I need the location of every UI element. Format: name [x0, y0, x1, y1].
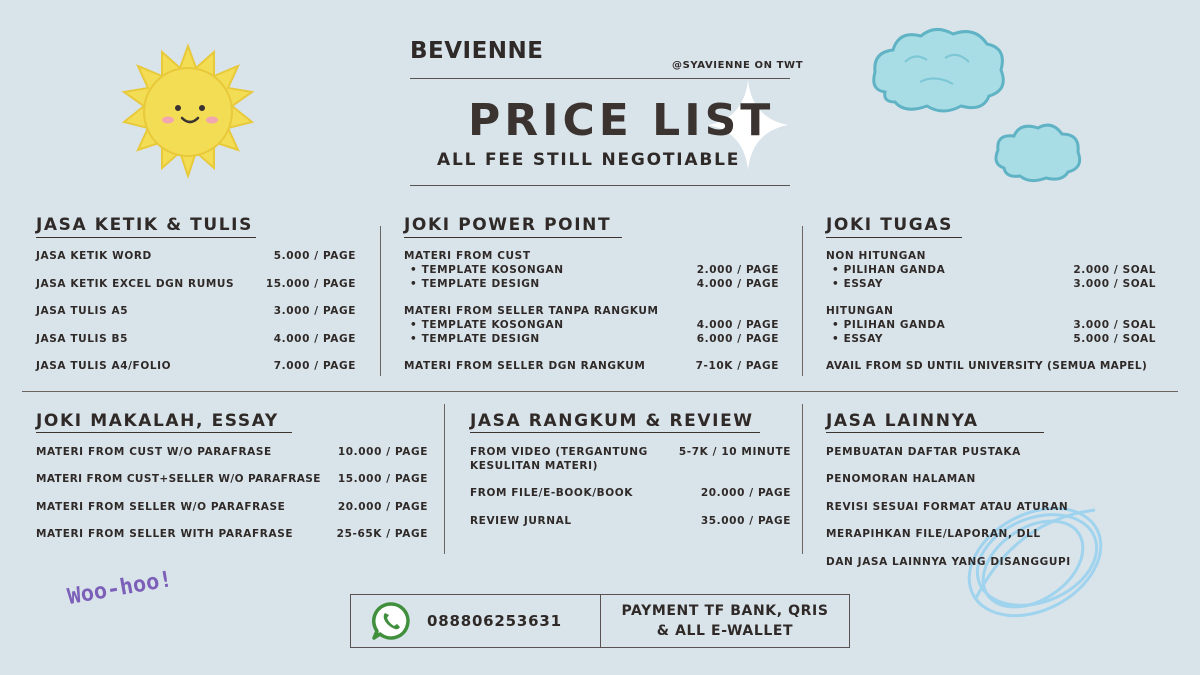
- list-item: MATERI FROM CUST W/O PARAFRASE: [36, 446, 272, 458]
- section-underline: [470, 432, 760, 433]
- cloud-icon: [865, 22, 1010, 117]
- price: 3.000 / SOAL: [1073, 278, 1156, 290]
- list-item: MERAPIHKAN FILE/LAPORAN, DLL: [826, 528, 1041, 540]
- section-underline: [36, 237, 256, 238]
- group-label: NON HITUNGAN: [826, 250, 927, 262]
- column-divider: [444, 404, 445, 554]
- price: 10.000 / PAGE: [337, 446, 428, 458]
- price: 2.000 / PAGE: [696, 264, 779, 276]
- payment-info: [601, 595, 849, 647]
- price: 3.000 / SOAL: [1073, 319, 1156, 331]
- list-item: JASA TULIS A5: [36, 305, 129, 317]
- social-handle: @SYAVIENNE ON TWT: [672, 60, 804, 71]
- price: 5-7K / 10 MINUTE: [678, 446, 791, 458]
- list-item: REVIEW JURNAL: [470, 515, 572, 527]
- whatsapp-icon: [371, 601, 411, 641]
- list-item: • PILIHAN GANDA: [832, 264, 946, 276]
- payment-line: PAYMENT TF BANK, QRIS: [621, 603, 829, 619]
- section-title-rangkum: JASA RANGKUM & REVIEW: [470, 411, 754, 431]
- section-title-makalah: JOKI MAKALAH, ESSAY: [36, 411, 279, 431]
- price: 7.000 / PAGE: [273, 360, 356, 372]
- brand-name: BEVIENNE: [410, 38, 544, 64]
- divider: [410, 78, 790, 79]
- list-item: FROM VIDEO (TERGANTUNG KESULITAN MATERI): [470, 446, 648, 472]
- list-item: • ESSAY: [832, 333, 884, 345]
- price: 15.000 / PAGE: [265, 278, 356, 290]
- list-item: • TEMPLATE KOSONGAN: [410, 264, 564, 276]
- list-item: • ESSAY: [832, 278, 884, 290]
- column-divider: [802, 404, 803, 554]
- price: 4.000 / PAGE: [696, 278, 779, 290]
- section-title-tugas: JOKI TUGAS: [826, 215, 953, 235]
- price: 5.000 / SOAL: [1073, 333, 1156, 345]
- price: 4.000 / PAGE: [696, 319, 779, 331]
- list-item: • TEMPLATE DESIGN: [410, 278, 540, 290]
- list-item: JASA TULIS A4/FOLIO: [36, 360, 172, 372]
- price: 6.000 / PAGE: [696, 333, 779, 345]
- column-divider: [380, 226, 381, 376]
- group-label: MATERI FROM SELLER TANPA RANGKUM: [404, 305, 659, 317]
- sun-icon: [118, 42, 258, 182]
- list-item: MATERI FROM SELLER WITH PARAFRASE: [36, 528, 294, 540]
- section-underline: [36, 432, 292, 433]
- price: 2.000 / SOAL: [1073, 264, 1156, 276]
- price: 5.000 / PAGE: [273, 250, 356, 262]
- list-item: JASA KETIK WORD: [36, 250, 152, 262]
- list-item: FROM FILE/E-BOOK/BOOK: [470, 487, 634, 499]
- group-label: MATERI FROM CUST: [404, 250, 531, 262]
- price: 20.000 / PAGE: [700, 487, 791, 499]
- payment-line: & ALL E-WALLET: [656, 623, 794, 639]
- list-item: • PILIHAN GANDA: [832, 319, 946, 331]
- price: 7-10K / PAGE: [695, 360, 779, 372]
- contact-phone[interactable]: [351, 595, 601, 647]
- group-label: HITUNGAN: [826, 305, 894, 317]
- price: 25-65K / PAGE: [336, 528, 428, 540]
- price: 3.000 / PAGE: [273, 305, 356, 317]
- section-note: AVAIL FROM SD UNTIL UNIVERSITY (SEMUA MAPEL): [826, 360, 1148, 372]
- list-item: REVISI SESUAI FORMAT ATAU ATURAN: [826, 501, 1069, 513]
- list-item: JASA KETIK EXCEL DGN RUMUS: [36, 278, 235, 290]
- price: 35.000 / PAGE: [700, 515, 791, 527]
- price: 15.000 / PAGE: [337, 473, 428, 485]
- list-item: PEMBUATAN DAFTAR PUSTAKA: [826, 446, 1021, 458]
- row-divider: [22, 391, 1178, 392]
- woohoo-text: Woo-hoo!: [65, 566, 175, 610]
- section-title-ketik: JASA KETIK & TULIS: [36, 215, 253, 235]
- list-item: MATERI FROM SELLER W/O PARAFRASE: [36, 501, 286, 513]
- list-item: PENOMORAN HALAMAN: [826, 473, 976, 485]
- section-underline: [404, 237, 622, 238]
- page-subtitle: ALL FEE STILL NEGOTIABLE: [437, 150, 741, 170]
- phone-number: 088806253631: [427, 612, 562, 630]
- cloud-icon: [990, 120, 1085, 185]
- section-title-lainnya: JASA LAINNYA: [826, 411, 979, 431]
- list-item: • TEMPLATE KOSONGAN: [410, 319, 564, 331]
- list-item: JASA TULIS B5: [36, 333, 128, 345]
- section-underline: [826, 237, 962, 238]
- contact-box: [350, 594, 850, 648]
- list-item: MATERI FROM CUST+SELLER W/O PARAFRASE: [36, 473, 321, 485]
- list-item: DAN JASA LAINNYA YANG DISANGGUPI: [826, 556, 1071, 568]
- column-divider: [802, 226, 803, 376]
- price: 4.000 / PAGE: [273, 333, 356, 345]
- page-title: PRICE LIST: [468, 95, 775, 146]
- list-item: • TEMPLATE DESIGN: [410, 333, 540, 345]
- price: 20.000 / PAGE: [337, 501, 428, 513]
- list-item: MATERI FROM SELLER DGN RANGKUM: [404, 360, 646, 372]
- divider: [410, 185, 790, 186]
- section-title-ppt: JOKI POWER POINT: [404, 215, 612, 235]
- section-underline: [826, 432, 1044, 433]
